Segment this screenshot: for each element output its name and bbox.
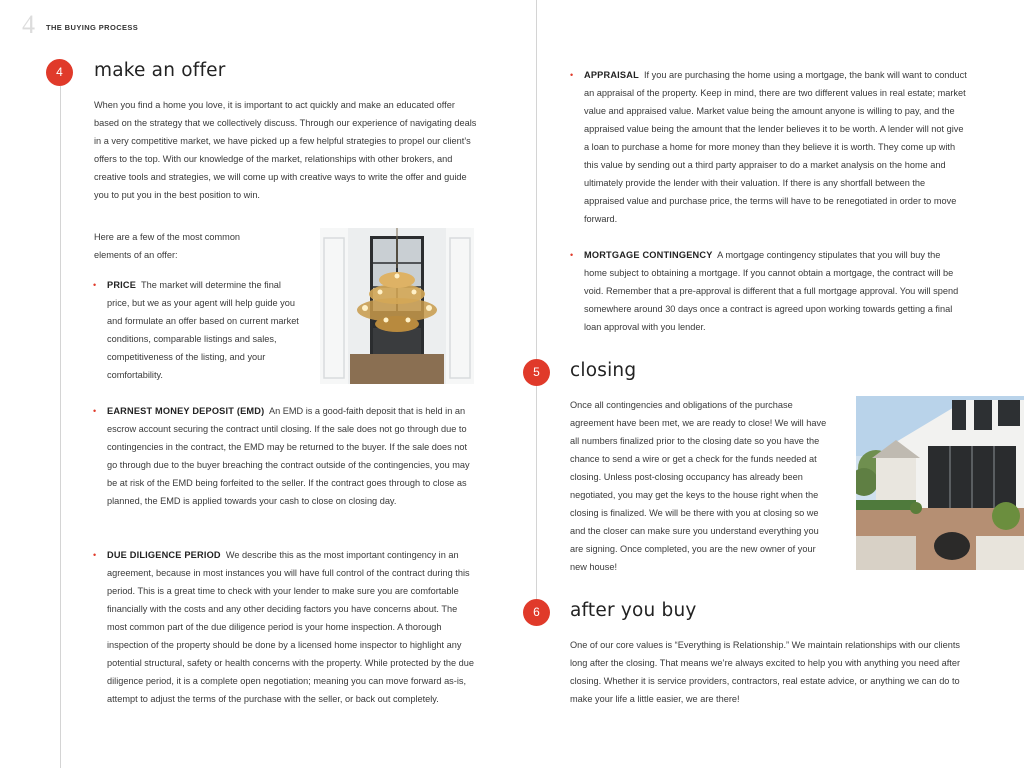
backyard-photo [856, 396, 1024, 570]
offer-item-term: DUE DILIGENCE PERIOD [107, 550, 221, 560]
offer-item-term: MORTGAGE CONTINGENCY [584, 250, 713, 260]
chandelier-photo-graphic [320, 228, 474, 384]
offer-item-emd [93, 402, 473, 510]
bullet-icon: • [93, 406, 97, 416]
offer-item-term: APPRAISAL [584, 70, 639, 80]
left-timeline-rule [60, 86, 61, 768]
page-number: 4 [22, 10, 35, 39]
after-buy-text: One of our core values is “Everything is Relationship.” We maintain relationships with our clients long after the closing. That means we’re always excited to help you with anything you need after closing. Whether it is service providers, contractors, real estate advice, or anything we can do to make your life a little easier, we are there! [570, 640, 961, 704]
offer-item-text: If you are purchasing the home using a mortgage, the bank will want to conduct an appraisal of the property. Keep in mind, there are two different values in real estate; market value and appraised value. Market value being the amount anyone is willing to pay, and the appraised value being the amount that the lender believes it to be worth. A lender will not give a loan to purchase a home for more money than they believe it is worth. They come up with this value by sending out a third party appraiser to do a market analysis on the home and ultimately provide the lender with their valuation. If there is any shortfall between the appraised value and purchase price, the terms will have to be renegotiated in order to move forward. [584, 70, 967, 224]
step-5-title: closing [570, 360, 637, 381]
bullet-icon: • [570, 70, 574, 80]
offer-item-text: A mortgage contingency stipulates that you will buy the home subject to obtaining a mortgage. If you cannot obtain a mortgage, the contract will be void. Remember that a pre-approval is different that a full mortgage approval. You will spend somewhere around 30 days once a contract is agreed upon working towards getting a final loan approval with you lender. [584, 250, 959, 332]
section-header: THE BUYING PROCESS [46, 23, 139, 32]
offer-item-price [93, 276, 303, 384]
step-4-circle: 4 [46, 59, 73, 86]
offer-intro: When you find a home you love, it is important to act quickly and make an educated offer based on the strategy that we collectively discuss. Through our experience of navigating deals in a very competitive market, we have picked up a few helpful strategies to propel our client’s offers to the top. With our knowledge of the market, relationships with other brokers, and creative tools and strategies, we will come up with creative ways to write the offer and guide you to put you in the best position to win. [94, 100, 477, 200]
offer-item-mortgage-contingency [570, 246, 964, 336]
offer-item-appraisal [570, 66, 968, 228]
offer-item-due-diligence [93, 546, 479, 708]
step-5-circle: 5 [523, 359, 550, 386]
step-6-title: after you buy [570, 600, 697, 621]
chandelier-photo [320, 228, 474, 384]
bullet-icon: • [93, 550, 97, 560]
bullet-icon: • [570, 250, 574, 260]
center-divider [536, 0, 537, 600]
offer-item-text: An EMD is a good-faith deposit that is held in an escrow account securing the contract until closing. If the sale does not go through due to contingencies in the contract, the EMD may be returned to the buyer. If the sale does not go through due to the buyer breaching the contract outside of the contingencies, you may be at risk of the EMD being forfeited to the seller. If the contract goes through to close as planned, the EMD is applied towards your cash to close on closing day. [107, 406, 470, 506]
offer-item-term: PRICE [107, 280, 137, 290]
closing-text: Once all contingencies and obligations of the purchase agreement have been met, we are ready to close! We will have all numbers finalized prior to the closing date so you have the chance to send a wire or get a check for the funds needed at closing. Unless post-closing occupancy has already been negotiated, you may get the keys to the house right when the closing is finalized. We will be there with you at closing so we and the closer can make sure you understand everything you are signing. Once completed, you are the new owner of your new house! [570, 400, 827, 572]
step-4-title: make an offer [94, 60, 226, 81]
backyard-photo-graphic [856, 396, 1024, 570]
bullet-icon: • [93, 280, 97, 290]
step-6-circle: 6 [523, 599, 550, 626]
offer-elements-intro: Here are a few of the most common elements of an offer: [94, 232, 241, 260]
offer-item-text: We describe this as the most important contingency in an agreement, because in most instances you will have full control of the contract during this period. This is a great time to check with your lender to make sure you are comfortable financially with the costs and any other deciding factors you have concerns about. The most common part of the due diligence period is your home inspection. A thorough inspection of the property should be done by a licensed home inspector to highlight any potential structural, safety or health concerns with the property. While protected by the due diligence period, it is a complete open negotiation; meaning you can move forward as-is, attempt to adjust the terms of the purchase with the seller, or back out completely. [107, 550, 475, 704]
offer-item-term: EARNEST MONEY DEPOSIT (EMD) [107, 406, 265, 416]
offer-item-text: The market will determine the final price, but we as your agent will help guide you and formulate an offer based on current market conditions, comparable listings and sales, competitiveness of the listing, and your comfortability. [107, 280, 299, 380]
